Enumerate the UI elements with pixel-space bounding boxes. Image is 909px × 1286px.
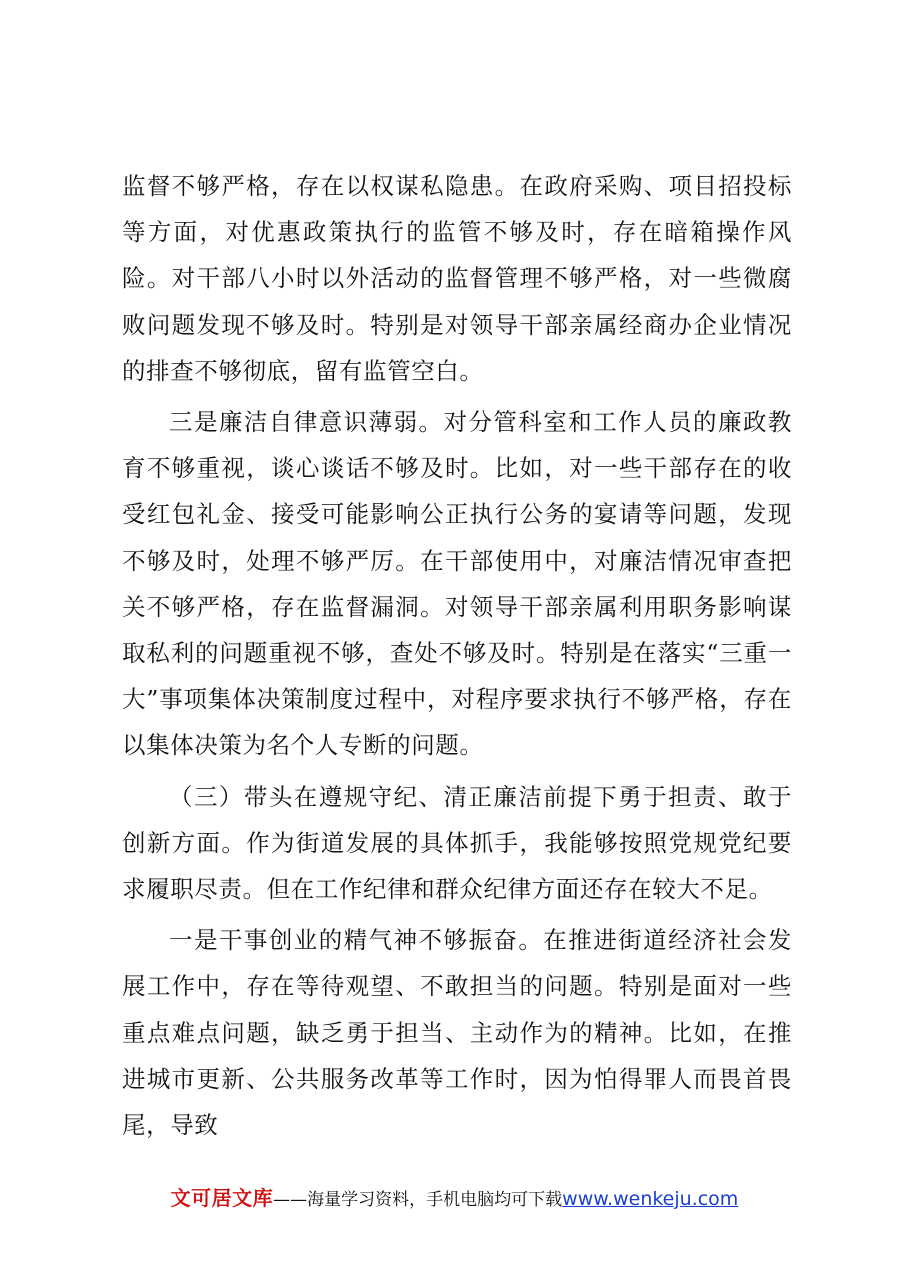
footer-brand: 文可居文库 — [170, 1186, 274, 1210]
paragraph-integrity-awareness: 三是廉洁自律意识薄弱。对分管科室和工作人员的廉政教育不够重视，谈心谈话不够及时。比如，对一些干部存在的收受红包礼金、接受可能影响公正执行公务的宴请等问题，发现不够及时，处理不够严厉。在干部使用中，对廉洁情况审查把关不够严格，存在监督漏洞。对领导干部亲属利用职务影响谋取私利的问题重视不够，查处不够及时。特别是在落实“三重一大”事项集体决策制度过程中，对程序要求执行不够严格，存在以集体决策为名个人专断的问题。 — [122, 408, 792, 760]
paragraph-section-three: （三）带头在遵规守纪、清正廉洁前提下勇于担责、敢于创新方面。作为街道发展的具体抓手，我能够按照党规党纪要求履职尽责。但在工作纪律和群众纪律方面还存在较大不足。 — [122, 782, 792, 904]
paragraph-work-spirit: 一是干事创业的精气神不够振奋。在推进街道经济社会发展工作中，存在等待观望、不敢担当的问题。特别是面对一些重点难点问题，缺乏勇于担当、主动作为的精神。比如，在推进城市更新、公共服务改革等工作时，因为怕得罪人而畏首畏尾，导致 — [122, 926, 792, 1140]
paragraph-continuation: 监督不够严格，存在以权谋私隐患。在政府采购、项目招投标等方面，对优惠政策执行的监管不够及时，存在暗箱操作风险。对干部八小时以外活动的监督管理不够严格，对一些微腐败问题发现不够及时。特别是对领导干部亲属经商办企业情况的排查不够彻底，留有监管空白。 — [122, 172, 792, 385]
footer-tagline: ——海量学习资料，手机电脑均可下载 — [273, 1190, 563, 1210]
document-body — [122, 163, 792, 1148]
footer-website-link[interactable]: www.wenkeju.com — [562, 1188, 739, 1210]
footer-watermark — [0, 1182, 909, 1211]
